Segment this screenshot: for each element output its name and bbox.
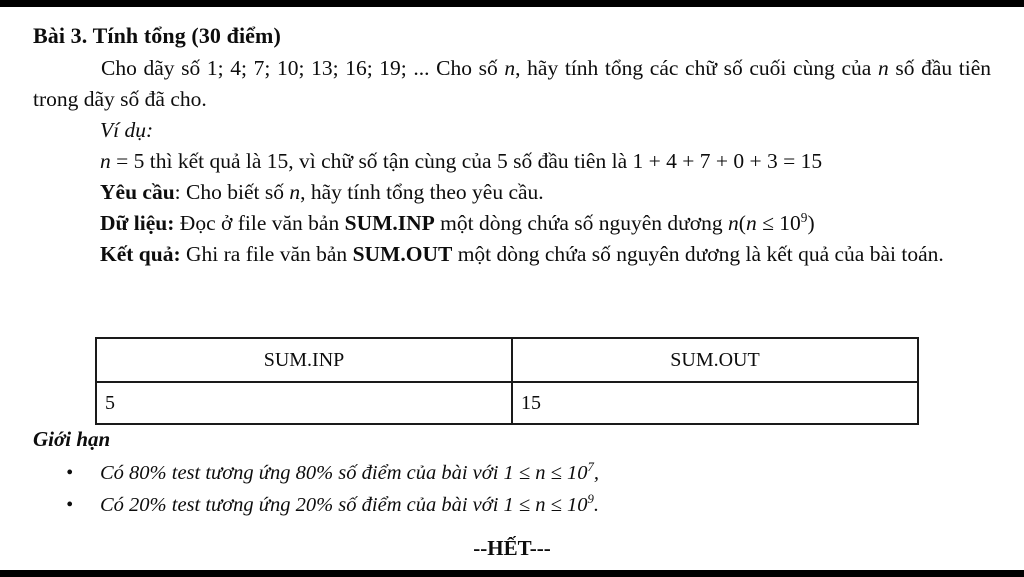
requirement-line [100, 177, 991, 208]
intro-rest-text: , hãy tính tổng các chữ số cuối cùng của [515, 56, 878, 80]
document-page [0, 7, 1024, 570]
input-constraint-bound: ≤ 10 [756, 211, 801, 235]
output-spec-text-b: một dòng chứa số nguyên dương là kết quả của bài toán. [452, 242, 944, 266]
limits-title: Giới hạn [33, 427, 111, 451]
table-row [96, 382, 918, 424]
requirement-label: Yêu cầu [100, 180, 175, 204]
table-header-input: SUM.INP [96, 338, 512, 382]
io-example-table [95, 337, 919, 425]
requirement-separator: : Cho biết số [174, 180, 290, 204]
document-footer: --HẾT--- [473, 536, 551, 560]
problem-heading: Bài 3. Tính tổng (30 điểm) [33, 23, 281, 48]
input-spec-label: Dữ liệu: [100, 211, 175, 235]
input-spec-text-b: một dòng chứa số nguyên dương [434, 211, 729, 235]
limit-item-variable-n: n [535, 462, 546, 484]
limit-item-text-a: Có 20% test tương ứng 20% số điểm của bài với 1 ≤ [100, 494, 536, 516]
requirement-variable-n: n [289, 180, 301, 204]
input-constraint-open-paren: ( [738, 211, 746, 235]
list-item [33, 457, 991, 489]
output-spec-line [100, 239, 991, 270]
input-variable-n: n [728, 211, 739, 235]
problem-details-block [100, 115, 991, 270]
intro-lead-text: Cho dãy số 1; 4; 7; 10; 13; 16; 19; ... Cho số [101, 56, 505, 80]
intro-second-line-text: số đầu tiên trong dãy số đã cho. [33, 56, 991, 111]
problem-intro-paragraph [33, 53, 991, 115]
limits-section [33, 425, 991, 521]
example-variable-n: n [100, 149, 111, 173]
bullet-icon: • [66, 462, 74, 484]
bullet-icon: • [66, 494, 74, 516]
input-spec-line [100, 208, 991, 239]
example-statement-text: = 5 thì kết quả là 15, vì chữ số tận cùng của 5 số đầu tiên là 1 + 4 + 7 + 0 + 3 = 15 [110, 149, 823, 173]
limit-item-tail: . [593, 494, 600, 516]
example-statement [100, 146, 991, 177]
output-file-name: SUM.OUT [352, 242, 453, 266]
table-header-row [96, 338, 918, 382]
letterbox-top-bar [0, 0, 1024, 7]
output-spec-label: Kết quả: [100, 242, 181, 266]
limit-item-text-a: Có 80% test tương ứng 80% số điểm của bài với 1 ≤ [100, 462, 536, 484]
limit-item-tail: , [593, 462, 600, 484]
input-constraint-close-paren: ) [807, 211, 815, 235]
input-spec-text-a: Đọc ở file văn bản [174, 211, 345, 235]
table-cell-output-value: 15 [512, 382, 918, 424]
output-spec-text-a: Ghi ra file văn bản [180, 242, 353, 266]
input-constraint-exponent: 9 [800, 209, 808, 225]
intro-variable-n-second: n [877, 56, 889, 80]
list-item [33, 489, 991, 521]
limit-item-text-b: ≤ 10 [545, 494, 588, 516]
document-body [33, 21, 991, 270]
example-label [100, 115, 991, 146]
table-cell-input-value: 5 [96, 382, 512, 424]
example-label-text: Ví dụ: [100, 118, 154, 142]
letterbox-bottom-bar [0, 570, 1024, 577]
input-constraint-variable-n: n [745, 211, 757, 235]
limits-list [33, 457, 991, 521]
table-header-output: SUM.OUT [512, 338, 918, 382]
limit-item-text-b: ≤ 10 [545, 462, 588, 484]
requirement-rest-text: , hãy tính tổng theo yêu cầu. [300, 180, 544, 204]
limit-item-variable-n: n [535, 494, 546, 516]
input-file-name: SUM.INP [344, 211, 435, 235]
limit-item-exponent: 7 [587, 460, 594, 475]
limit-item-exponent: 9 [587, 492, 594, 507]
intro-variable-n: n [504, 56, 516, 80]
